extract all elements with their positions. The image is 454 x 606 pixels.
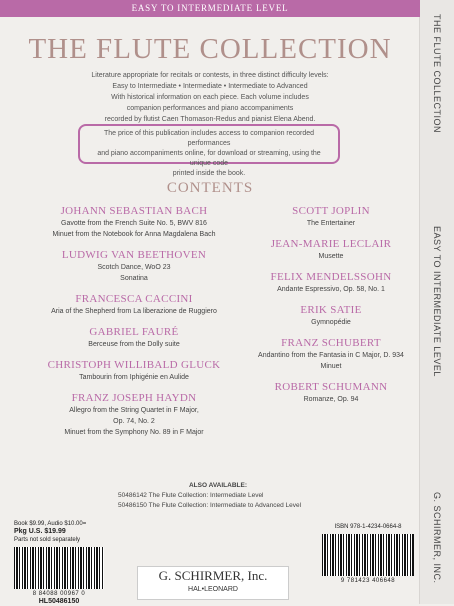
price-block <box>14 520 104 606</box>
contents-heading: CONTENTS <box>166 180 254 196</box>
work-title: Andante Espressivo, Op. 58, No. 1 <box>277 286 385 293</box>
also-available <box>118 481 318 511</box>
notice-line: and piano accompaniments online, for download or streaming, using the unique code <box>97 150 321 167</box>
composer-name: ERIK SATIE <box>300 304 362 316</box>
isbn-block <box>322 523 414 585</box>
composer-entry <box>246 238 416 262</box>
spine-publisher: G. SCHIRMER, INC. <box>432 492 442 584</box>
work-title: Romanze, Op. 94 <box>303 396 359 403</box>
intro-line: recorded by flutist Caen Thomason-Redus and pianist Elena Abend. <box>104 116 316 123</box>
composer-name: GABRIEL FAURÉ <box>89 326 179 338</box>
distributor-name: HAL•LEONARD <box>188 586 238 593</box>
level-banner: EASY TO INTERMEDIATE LEVEL <box>0 0 420 17</box>
composer-entry <box>24 359 244 383</box>
composer-name: JOHANN SEBASTIAN BACH <box>60 205 208 217</box>
intro-line: With historical information on each piece. Each volume includes <box>111 94 309 101</box>
work-title: Aria of the Shepherd from La liberazione de Ruggiero <box>51 308 217 315</box>
composer-name: JEAN-MARIE LECLAIR <box>270 238 392 250</box>
intro-line: companion performances and piano accompaniments <box>126 105 294 112</box>
work-title: Gymnopédie <box>311 319 351 326</box>
package-price: Pkg U.S. $19.99 <box>14 528 66 535</box>
work-title: The Entertainer <box>306 220 356 227</box>
work-title: Berceuse from the Dolly suite <box>88 341 180 348</box>
composer-entry <box>246 381 416 405</box>
contents-left-column <box>24 205 244 447</box>
composer-entry <box>246 271 416 295</box>
work-title: Minuet from the Notebook for Anna Magdalena Bach <box>52 231 216 238</box>
work-title: Andantino from the Fantasia in C Major, D. 934 <box>258 352 404 359</box>
product-code: HL50486150 <box>38 598 80 605</box>
price-note: Parts not sold separately <box>14 537 81 543</box>
intro-line: Easy to Intermediate • Intermediate • Intermediate to Advanced <box>112 83 308 90</box>
notice-line: The price of this publication includes access to companion recorded performances <box>103 130 315 147</box>
work-title: Minuet <box>320 363 342 370</box>
upc-barcode <box>14 547 104 589</box>
composer-name: ROBERT SCHUMANN <box>274 381 388 393</box>
work-title: Sonatina <box>120 275 148 282</box>
notice-line: printed inside the book. <box>172 170 246 177</box>
work-title: Tambourin from Iphigénie en Aulide <box>79 374 189 381</box>
isbn-text: ISBN 978-1-4234-0664-8 <box>334 524 402 530</box>
also-available-item: 50486142 The Flute Collection: Intermediate Level <box>118 492 264 499</box>
work-title: Minuet from the Symphony No. 89 in F Major <box>64 429 204 436</box>
price-line: Book $9.99, Audio $10.00= <box>14 521 87 527</box>
composer-name: LUDWIG VAN BEETHOVEN <box>61 249 207 261</box>
spine-title: THE FLUTE COLLECTION <box>432 14 442 134</box>
isbn-number: 9 781423 406648 <box>340 578 396 584</box>
also-available-title: ALSO AVAILABLE: <box>188 482 247 489</box>
spine-level: EASY TO INTERMEDIATE LEVEL <box>432 226 442 377</box>
composer-entry <box>246 304 416 328</box>
work-title: Gavotte from the French Suite No. 5, BWV 816 <box>61 220 207 227</box>
also-available-item: 50486150 The Flute Collection: Intermediate to Advanced Level <box>118 502 302 509</box>
work-title: Musette <box>318 253 344 260</box>
composer-entry <box>246 337 416 372</box>
composer-entry <box>24 249 244 284</box>
composer-entry <box>24 205 244 240</box>
composer-entry <box>24 326 244 350</box>
intro-line: Literature appropriate for recitals or contests, in three distinct difficulty levels: <box>91 72 329 79</box>
work-title: Allegro from the String Quartet in F Major, <box>69 407 199 414</box>
publisher-logo <box>137 566 289 600</box>
page-title: THE FLUTE COLLECTION <box>28 33 392 65</box>
contents-right-column <box>246 205 416 414</box>
online-access-notice <box>78 124 340 177</box>
composer-name: FELIX MENDELSSOHN <box>270 271 392 283</box>
composer-name: FRANZ SCHUBERT <box>281 337 381 349</box>
intro-text <box>40 70 380 125</box>
composer-name: FRANCESCA CACCINI <box>75 293 193 305</box>
work-title: Op. 74, No. 2 <box>113 418 155 425</box>
spine <box>419 0 454 604</box>
composer-entry <box>24 293 244 317</box>
composer-entry <box>246 205 416 229</box>
composer-entry <box>24 392 244 438</box>
work-title: Scotch Dance, WoO 23 <box>97 264 171 271</box>
publisher-name: G. SCHIRMER, Inc. <box>158 568 268 583</box>
composer-name: FRANZ JOSEPH HAYDN <box>71 392 197 404</box>
isbn-barcode <box>322 534 414 576</box>
composer-name: CHRISTOPH WILLIBALD GLUCK <box>47 359 221 371</box>
composer-name: SCOTT JOPLIN <box>292 205 370 217</box>
upc-number: 8 84088 00967 0 <box>32 591 86 597</box>
